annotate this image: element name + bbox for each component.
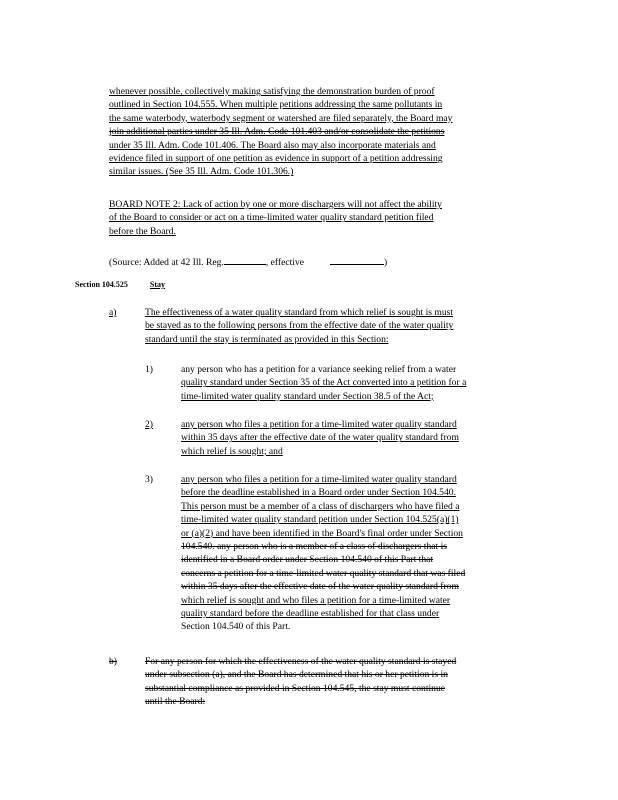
text-line: standard until the stay is terminated as provided in this Section: [145,333,389,345]
text-line: whenever possible, collectively making satisfying the demonstration burden of proof [109,86,435,97]
text-line: any person who files a petition for a time-limited water quality standard [181,474,457,485]
text-line: be stayed as to the following persons from the effective date of the water quality [145,320,454,332]
blank-line [224,255,266,265]
text-line: under 35 Ill. Adm. Code 101.406. The Board also may also incorporate materials and [109,139,436,151]
board-note [109,198,442,238]
subsection-label: b) [109,656,117,667]
text-line: under subsection (a), and the Board has determined that his or her petition is in [145,669,448,681]
item-label: 1) [145,364,153,375]
text-line: Section 104.540 of this Part. [181,621,291,633]
section-title: Stay [149,280,166,289]
text-line: quality standard under Section 35 of the Act converted into a petition for a [181,377,467,389]
text-line: which relief is sought; and [181,445,283,457]
text-line: similar issues. (See 35 Ill. Adm. Code 101.306.) [109,166,294,178]
text-line: before the deadline established in a Board order under Section 104.540. [181,487,456,499]
text-line: 104.540. any person who is a member of a class of dischargers that is [181,541,447,553]
text-line: time-limited water quality standard petition under Section 104.525(a)(1) [181,514,459,526]
text-line: BOARD NOTE 2: Lack of action by one or more dischargers will not affect the ability [109,199,442,210]
source-prefix: (Source: Added at 42 Ill. Reg. [109,257,224,268]
item-3 [181,473,465,634]
text-line: outlined in Section 104.555. When multiple petitions addressing the same pollutants in [109,99,443,111]
text-line: quality standard before the deadline established for that class under [181,608,440,620]
blank-line [330,255,384,265]
text-line: or (a)(2) and have been identified in the Board's final order under Section [181,527,463,539]
text-line: This person must be a member of a class of dischargers who have filed a [181,500,460,512]
text-line: before the Board. [109,225,176,237]
text-line: which relief is sought and who files a petition for a time-limited water [181,594,451,606]
text-line: within 35 days after the effective date of the water quality standard from [181,432,459,444]
source-note [109,255,387,269]
text-line: join additional parties under 35 Ill. Adm. Code 101.403 and/or consolidate the petitions [109,126,445,138]
text-line: any person who has a petition for a variance seeking relief from a water [181,364,457,375]
text-line: concerns a petition for a time-limited water quality standard that was filed [181,567,466,579]
subsection-label: a) [109,307,117,318]
item-2 [181,418,459,458]
text-line: The effectiveness of a water quality standard from which relief is sought is must [145,307,454,318]
text-line: time-limited water quality standard under Section 38.5 of the Act; [181,390,434,402]
source-suffix: ) [384,257,388,268]
text-line: For any person for which the effectiveness of the water quality standard is stayed [145,656,457,667]
text-line: of the Board to consider or act on a time-limited water quality standard petition filed [109,212,434,224]
subsection-b [145,655,456,709]
text-line: identified in a Board order under Section 104.540 of this Part that [181,554,434,566]
item-label: 3) [145,474,153,485]
item-label: 2) [145,419,153,430]
item-1 [181,363,466,403]
text-line: any person who files a petition for a time-limited water quality standard [181,419,457,430]
text-line: within 35 days after the effective date of the water quality standard from [181,581,459,593]
consolidation-paragraph [109,85,452,179]
text-line: until the Board: [145,696,206,708]
source-effective: , effective [265,257,305,268]
subsection-a [145,306,453,346]
text-line: the same waterbody, waterbody segment or watershed are filed separately, the Board may [109,112,453,124]
section-heading [75,280,165,289]
text-line: substantial compliance as provided in Section 104.545, the stay must continue [145,682,446,694]
section-number: Section 104.525 [75,280,128,289]
text-line: evidence filed in support of one petition as evidence in support of a petition addressing [109,153,443,165]
